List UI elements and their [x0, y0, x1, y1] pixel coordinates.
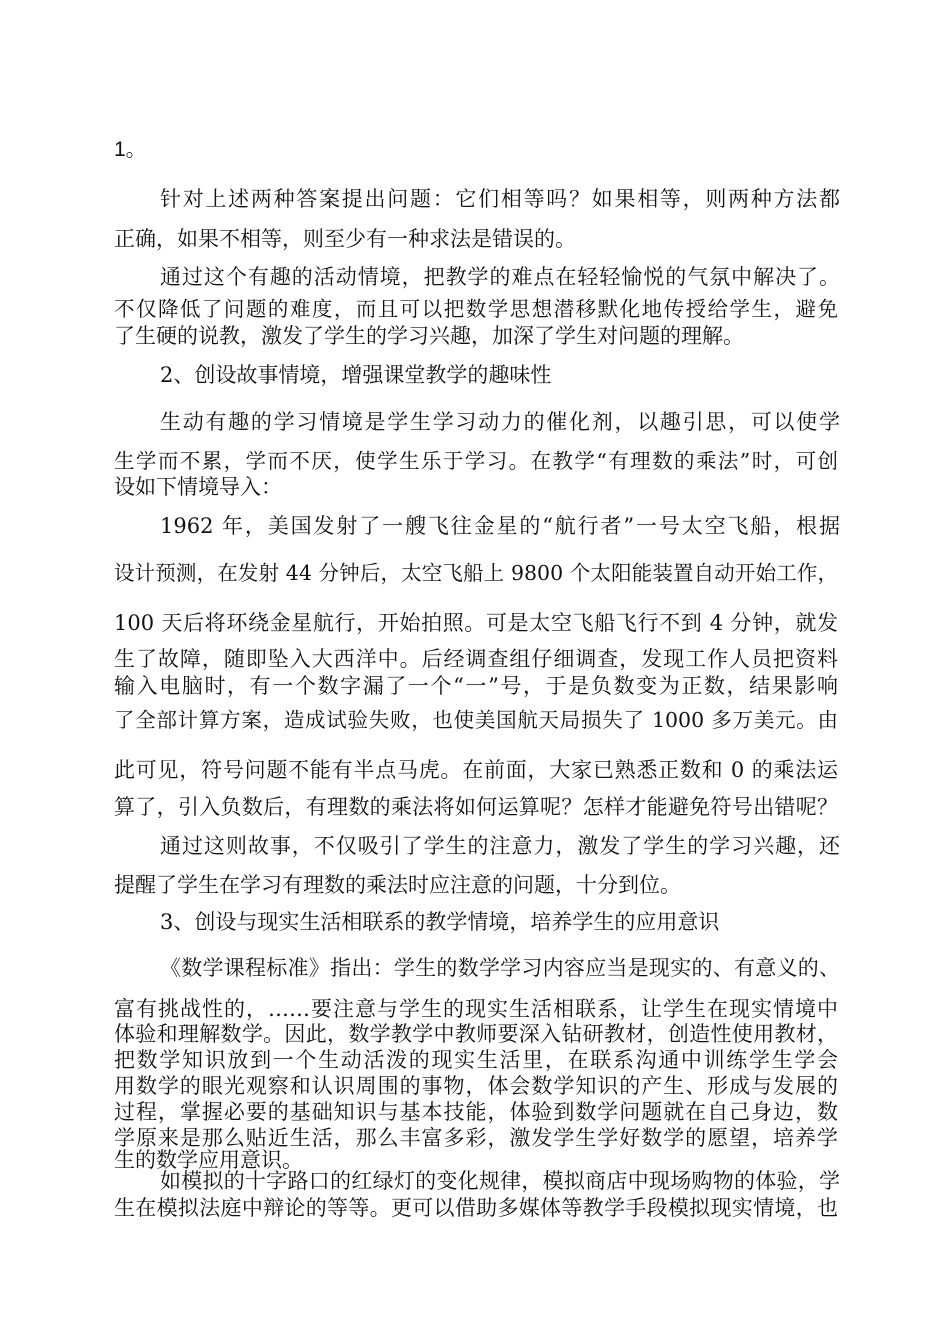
text-line: 设计预测，在发射 44 分钟后，太空飞船上 9800 个太阳能装置自动开始工作， [114, 561, 838, 585]
paragraph-first-line: 如模拟的十字路口的红绿灯的变化规律，模拟商店中现场购物的体验，学 [160, 1169, 840, 1193]
text-line: 设如下情境导入： [114, 475, 282, 499]
text-line: 1。 [114, 138, 147, 161]
paragraph-first-line: 1962 年，美国发射了一艘飞往金星的“航行者”一号太空飞船，根据 [160, 514, 840, 538]
text-line: 输入电脑时，有一个数字漏了一个“一”号，于是负数变为正数，结果影响 [114, 674, 838, 698]
paragraph-first-line: 生动有趣的学习情境是学生学习动力的催化剂，以趣引思，可以使学 [160, 410, 840, 434]
text-line: 提醒了学生在学习有理数的乘法时应注意的问题，十分到位。 [114, 873, 681, 897]
text-line: 了生硬的说教，激发了学生的学习兴趣，加深了学生对问题的理解。 [114, 324, 744, 348]
text-line: 算了，引入负数后，有理数的乘法将如何运算呢？怎样才能避免符号出错呢？ [114, 795, 838, 819]
paragraph-first-line: 通过这个有趣的活动情境，把教学的难点在轻轻愉悦的气氛中解决了。 [160, 265, 840, 289]
text-line: 生学而不累，学而不厌，使学生乐于学习。在教学“有理数的乘法”时，可创 [114, 449, 838, 473]
text-line: 过程，掌握必要的基础知识与基本技能，体验到数学问题就在自己身边，数 [114, 1100, 838, 1124]
text-line: 体验和理解数学。因此，数学教学中教师要深入钻研教材，创造性使用教材， [114, 1022, 838, 1046]
text-line: 了全部计算方案，造成试验失败，也使美国航天局损失了 1000 多万美元。由 [114, 708, 838, 732]
section-heading: 2、创设故事情境，增强课堂教学的趣味性 [160, 363, 552, 387]
text-line: 此可见，符号问题不能有半点马虎。在前面，大家已熟悉正数和 0 的乘法运 [114, 758, 838, 782]
text-line: 正确，如果不相等，则至少有一种求法是错误的。 [114, 227, 576, 251]
section-heading: 3、创设与现实生活相联系的教学情境，培养学生的应用意识 [160, 910, 720, 934]
text-line: 生的数学应用意识。 [114, 1148, 303, 1172]
text-line: 富有挑战性的，……要注意与学生的现实生活相联系，让学生在现实情境中 [114, 997, 838, 1021]
text-line: 不仅降低了问题的难度，而且可以把数学思想潜移默化地传授给学生，避免 [114, 297, 838, 321]
paragraph-first-line: 《数学课程标准》指出：学生的数学学习内容应当是现实的、有意义的、 [160, 956, 840, 980]
text-line: 100 天后将环绕金星航行，开始拍照。可是太空飞船飞行不到 4 分钟，就发 [114, 611, 838, 635]
text-line: 学原来是那么贴近生活，那么丰富多彩，激发学生学好数学的愿望，培养学 [114, 1126, 838, 1150]
text-line: 生在模拟法庭中辩论的等等。更可以借助多媒体等教学手段模拟现实情境，也 [114, 1196, 838, 1220]
text-line: 用数学的眼光观察和认识周围的事物，体会数学知识的产生、形成与发展的 [114, 1074, 838, 1098]
text-line: 生了故障，随即坠入大西洋中。后经调查组仔细调查，发现工作人员把资料 [114, 647, 838, 671]
text-line: 把数学知识放到一个生动活泼的现实生活里，在联系沟通中训练学生学会 [114, 1048, 838, 1072]
paragraph-first-line: 针对上述两种答案提出问题：它们相等吗？如果相等，则两种方法都 [160, 187, 840, 211]
paragraph-first-line: 通过这则故事，不仅吸引了学生的注意力，激发了学生的学习兴趣，还 [160, 834, 840, 858]
